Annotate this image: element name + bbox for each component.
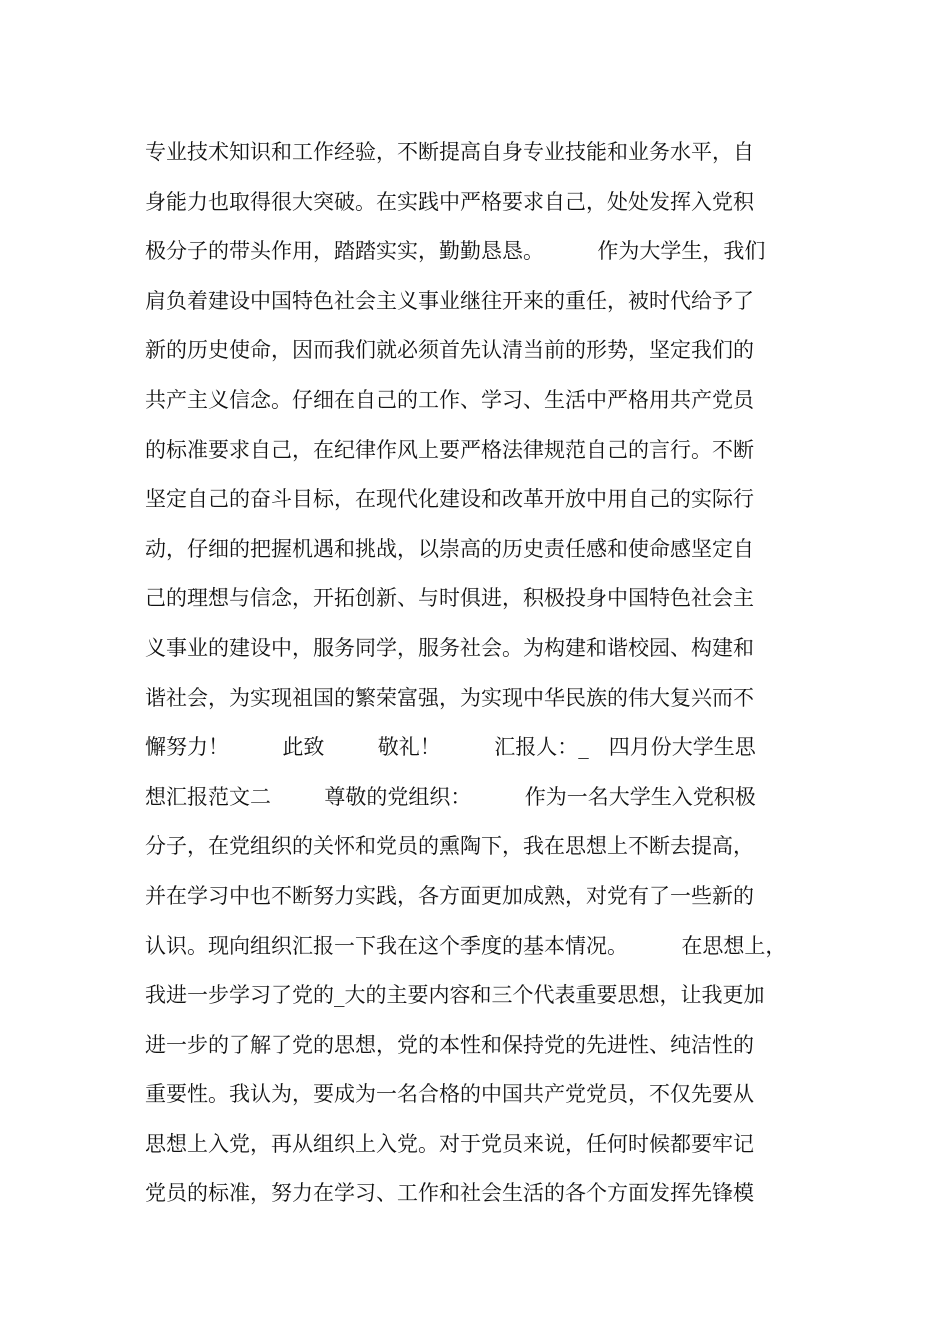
- text-line: 专业技术知识和工作经验，不断提高自身专业技能和业务水平，自: [145, 140, 754, 164]
- text-line: 并在学习中也不断努力实践，各方面更加成熟，对党有了一些新的: [145, 883, 754, 908]
- text-line: 己的理想与信念，开拓创新、与时俱进，积极投身中国特色社会主: [145, 586, 754, 611]
- text-line: 分子，在党组织的关怀和党员的熏陶下，我在思想上不断去提高，: [145, 834, 754, 859]
- text-line: 认识。现向组织汇报一下我在这个季度的基本情况。 在思想上，: [145, 933, 787, 958]
- text-line: 我进一步学习了党的_大的主要内容和三个代表重要思想，让我更加: [145, 983, 765, 1008]
- text-line: 肩负着建设中国特色社会主义事业继往开来的重任，被时代给予了: [145, 288, 754, 313]
- text-line: 坚定自己的奋斗目标，在现代化建设和改革开放中用自己的实际行: [145, 487, 754, 512]
- text-line: 共产主义信念。仔细在自己的工作、学习、生活中严格用共产党员: [145, 387, 754, 412]
- text-line: 想汇报范文二 尊敬的党组织： 作为一名大学生入党积极: [145, 784, 756, 809]
- text-line: 党员的标准，努力在学习、工作和社会生活的各个方面发挥先锋模: [145, 1181, 754, 1206]
- text-line: 思想上入党，再从组织上入党。对于党员来说，任何时候都要牢记: [145, 1131, 754, 1156]
- text-line: 新的历史使命，因而我们就必须首先认清当前的形势，坚定我们的: [145, 338, 754, 363]
- text-line: 进一步的了解了党的思想，党的本性和保持党的先进性、纯洁性的: [145, 1032, 754, 1057]
- text-line: 重要性。我认为，要成为一名合格的中国共产党党员，不仅先要从: [145, 1082, 754, 1107]
- text-line: 身能力也取得很大突破。在实践中严格要求自己，处处发挥入党积: [145, 189, 754, 214]
- text-line: 的标准要求自己，在纪律作风上要严格法律规范自己的言行。不断: [145, 437, 754, 462]
- text-line: 懈努力！ 此致 敬礼！ 汇报人：_ 四月份大学生思: [145, 735, 756, 760]
- text-line: 谐社会，为实现祖国的繁荣富强，为实现中华民族的伟大复兴而不: [145, 685, 754, 710]
- text-line: 极分子的带头作用，踏踏实实，勤勤恳恳。 作为大学生，我们: [145, 239, 766, 264]
- text-line: 义事业的建设中，服务同学，服务社会。为构建和谐校园、构建和: [145, 635, 754, 660]
- body-text: [145, 128, 835, 1219]
- text-line: 动，仔细的把握机遇和挑战，以崇高的历史责任感和使命感坚定自: [145, 536, 754, 561]
